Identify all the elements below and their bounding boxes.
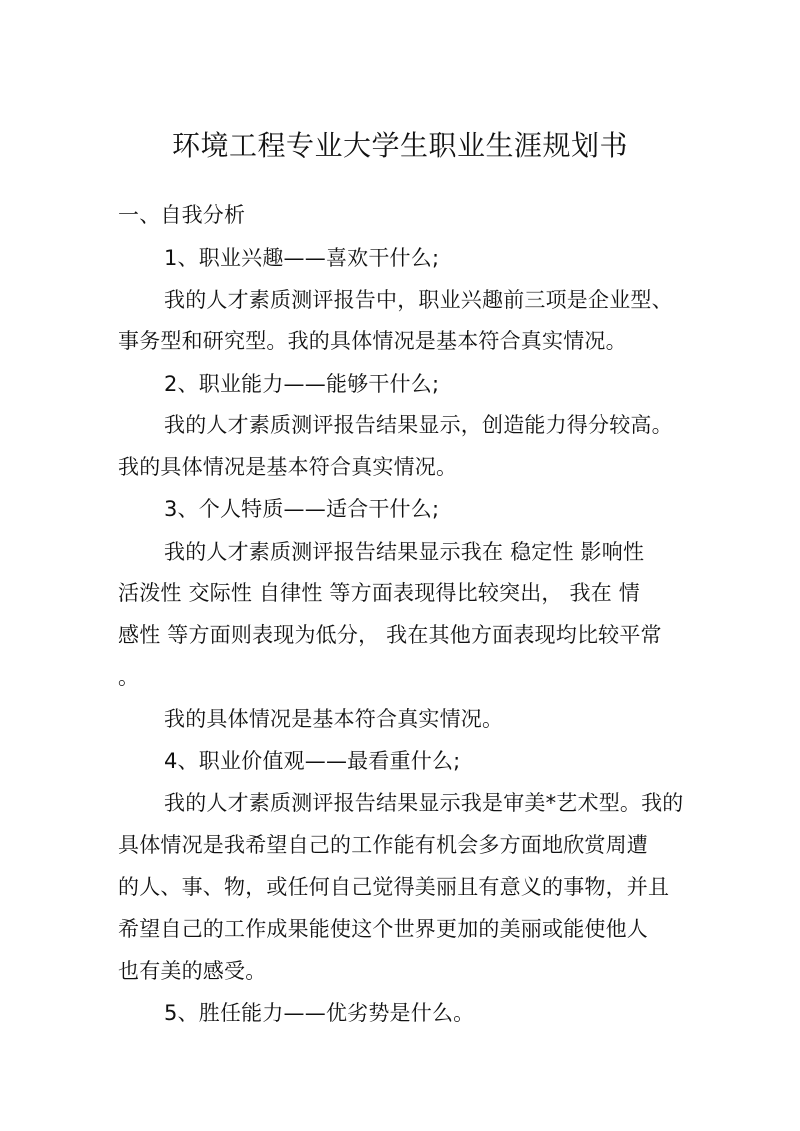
subheading-interest: 1、职业兴趣——喜欢干什么; [164,246,440,270]
paragraph-line: 活泼性 交际性 自律性 等方面表现得比较突出， 我在 情 [118,581,640,605]
document-title: 环境工程专业大学生职业生涯规划书 [171,129,628,162]
paragraph-line: 我的人才素质测评报告中，职业兴趣前三项是企业型、 [164,288,673,312]
paragraph-line: 感性 等方面则表现为低分， 我在其他方面表现均比较平常 [118,623,662,647]
paragraph-line: 我的具体情况是基本符合真实情况。 [164,707,504,731]
paragraph-line: 我的人才素质测评报告结果显示我在 稳定性 影响性 [164,540,645,564]
subheading-values: 4、职业价值观——最看重什么; [164,749,461,773]
paragraph-line: 的人、事、物，或任何自己觉得美丽且有意义的事物，并且 [118,875,670,899]
subheading-competency: 5、胜任能力——优劣势是什么。 [164,1001,475,1025]
paragraph-line: 我的人才素质测评报告结果显示我是审美*艺术型。我的 [164,791,684,815]
section-heading-self-analysis: 一、自我分析 [118,203,246,227]
paragraph-line: 我的人才素质测评报告结果显示，创造能力得分较高。 [164,413,673,437]
paragraph-line: 也有美的感受。 [118,959,267,983]
paragraph-line: 。 [118,665,140,689]
subheading-ability: 2、职业能力——能够干什么; [164,372,440,396]
paragraph-line: 我的具体情况是基本符合真实情况。 [118,455,458,479]
subheading-traits: 3、个人特质——适合干什么; [164,497,440,521]
paragraph-line: 事务型和研究型。我的具体情况是基本符合真实情况。 [118,329,627,353]
paragraph-line: 具体情况是我希望自己的工作能有机会多方面地欣赏周遭 [118,833,648,857]
paragraph-line: 希望自己的工作成果能使这个世界更加的美丽或能使他人 [118,917,648,941]
